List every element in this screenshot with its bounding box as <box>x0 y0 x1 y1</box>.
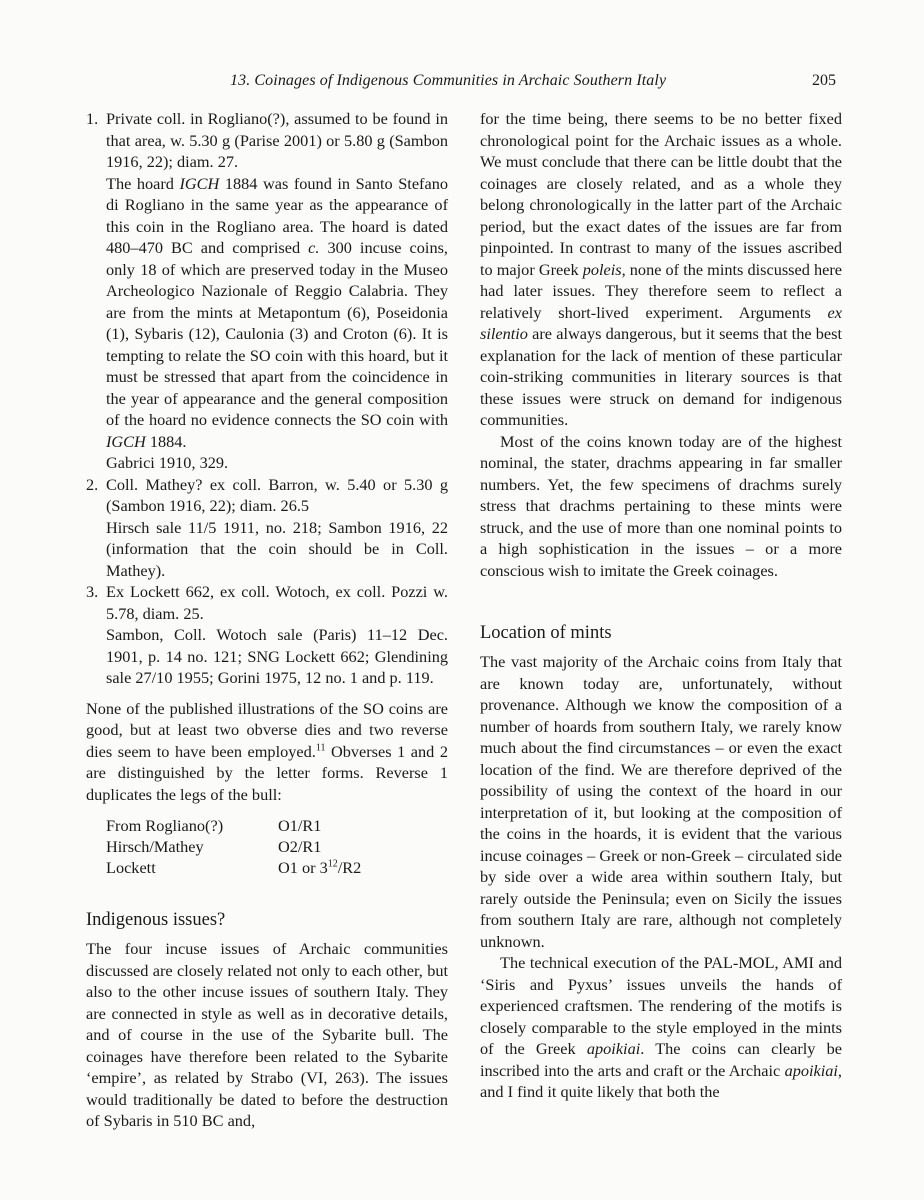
section-heading-mints: Location of mints <box>480 623 612 643</box>
footnote-marker[interactable]: 11 <box>315 742 326 754</box>
die-source: From Rogliano(?) <box>106 816 224 835</box>
coin-catalogue <box>86 108 448 689</box>
mints-paragraph: The vast majority of the Archaic coins from Italy that are known today are, unfortunately, without provenance. Although we know the composition of a number of hoards from southern Italy, we rarely know much about the find circumstances – or even the exact location of the find. We are therefore deprived of the possibility of using the context of the hoard in our interpretation of it, but looking at the composition of the coins in the hoards, it is evident that the various incuse coinages – Greek or non-Greek – circulated side by side over a wide area within southern Italy, but rarely outside the Peninsula; even on Sicily the issues from southern Italy are rare, although not completely unknown. <box>480 652 842 951</box>
die-source: Lockett <box>106 858 156 877</box>
page-number: 205 <box>812 72 836 89</box>
entry-references: Gabrici 1910, 329. <box>106 453 229 472</box>
entry-references: Sambon, Coll. Wotoch sale (Paris) 11–12 Dec. 1901, p. 14 no. 121; SNG Lockett 662; Glendining sale 27/10 1955; Gorini 1975, 12 no. 1 and p. 119. <box>106 625 448 687</box>
die-combination: O1 or $3^{12}/R2$ <box>278 858 362 877</box>
entry-number: 1. <box>86 109 99 128</box>
die-row <box>106 857 361 878</box>
entry-description: Coll. Mathey? ex coll. Barron, w. 5.40 or 5.30 g (Sambon 1916, 22); diam. 26.5 <box>106 474 448 515</box>
die-combination: O2/R1 <box>278 837 322 856</box>
nominals-paragraph: Most of the coins known today are of the highest nominal, the stater, drachms appearing in far smaller numbers. Yet, the few specimens of drachms surely stress that drachms pertaining to these mints were struck, and the use of more than one nominal points to a high sophistication in the issues – or a more conscious wish to imitate the Greek coinages. <box>480 431 842 580</box>
die-source: Hirsch/Mathey <box>106 837 204 856</box>
entry-note: The hoard IGCH 1884 was found in Santo Stefano di Rogliano in the same year as the appearance of this coin in the Rogliano area. The hoard is dated 480–470 BC and comprised c. 300 incuse coins, only 18 of which are preserved today in the Museo Archeologico Nazionale of Reggio Calabria. They are from the mints at Metapontum (6), Poseidonia (1), Sybaris (12), Caulonia (3) and Croton (6). It is tempting to relate the SO coin with this hoard, but it must be stressed that apart from the coincidence in the year of appearance and the general composition of the hoard no evidence connects the SO coin with IGCH 1884. <box>106 173 448 451</box>
section-heading-indigenous: Indigenous issues? <box>86 910 226 930</box>
entry-description: Private coll. in Rogliano(?), assumed to be found in that area, w. 5.30 g (Parise 2001) or 5.80 g (Sambon 1916, 22); diam. 27. <box>106 109 448 171</box>
entry-references: Hirsch sale 11/5 1911, no. 218; Sambon 1916, 22 (information that the coin should be in Coll. Mathey). <box>106 517 448 580</box>
indigenous-paragraph-continued: for the time being, there seems to be no better fixed chronological point for the Archaic issues as a whole. We must conclude that there can be little doubt that the coinages are closely related, and as a whole they belong chronologically in the latter part of the Archaic period, but the exact dates of the issues are far from pinpointed. In contrast to many of the issues ascribed to major Greek poleis, none of the mints discussed here had later issues. They therefore seem to reflect a relatively short-lived experiment. Arguments ex silentio are always dangerous, but it seems that the best explanation for the lack of mention of these particular coin-striking communities in literary sources is that these issues were struck on demand for indigenous communities. <box>480 109 842 429</box>
entry-description: Ex Lockett 662, ex coll. Wotoch, ex coll. Pozzi w. 5.78, diam. 25. <box>106 582 448 623</box>
running-title: 13. Coinages of Indigenous Communities in Archaic Southern Italy <box>230 72 667 89</box>
right-column <box>480 108 842 1103</box>
die-row <box>106 836 361 857</box>
catalogue-entry-3 <box>86 581 448 689</box>
running-header <box>0 72 924 96</box>
die-combination: O1/R1 <box>278 816 322 835</box>
catalogue-entry-2 <box>86 474 448 582</box>
catalogue-entry-1 <box>86 108 448 474</box>
entry-number: 3. <box>86 582 99 601</box>
left-column <box>86 108 448 1132</box>
footnote-marker[interactable]: 12 <box>327 858 338 870</box>
craftsmen-paragraph: The technical execution of the PAL-MOL, AMI and ‘Siris and Pyxus’ issues unveils the hands of experienced craftsmen. The rendering of the motifs is closely comparable to the style employed in the mints of the Greek apoikiai. The coins can clearly be inscribed into the arts and craft or the Archaic apoikiai, and I find it quite likely that both the <box>480 953 843 1101</box>
indigenous-paragraph: The four incuse issues of Archaic communities discussed are closely related not only to each other, but also to the other incuse issues of southern Italy. They are connected in style as well as in decorative details, and of course in the use of the Sybarite bull. The coinages have therefore been related to the Sybarite ‘empire’, as related by Strabo (VI, 263). The issues would traditionally be dated to before the destruction of Sybaris in 510 BC and, <box>86 939 448 1130</box>
entry-number: 2. <box>86 474 99 494</box>
dies-paragraph: None of the published illustrations of the SO coins are good, but at least two obverse dies and two reverse dies seem to have been employed.$^{11}$ Obverses 1 and 2 are distinguished by the letter forms. Reverse 1 duplicates the legs of the bull: <box>86 698 449 804</box>
die-table <box>106 815 361 878</box>
die-row <box>106 815 361 836</box>
